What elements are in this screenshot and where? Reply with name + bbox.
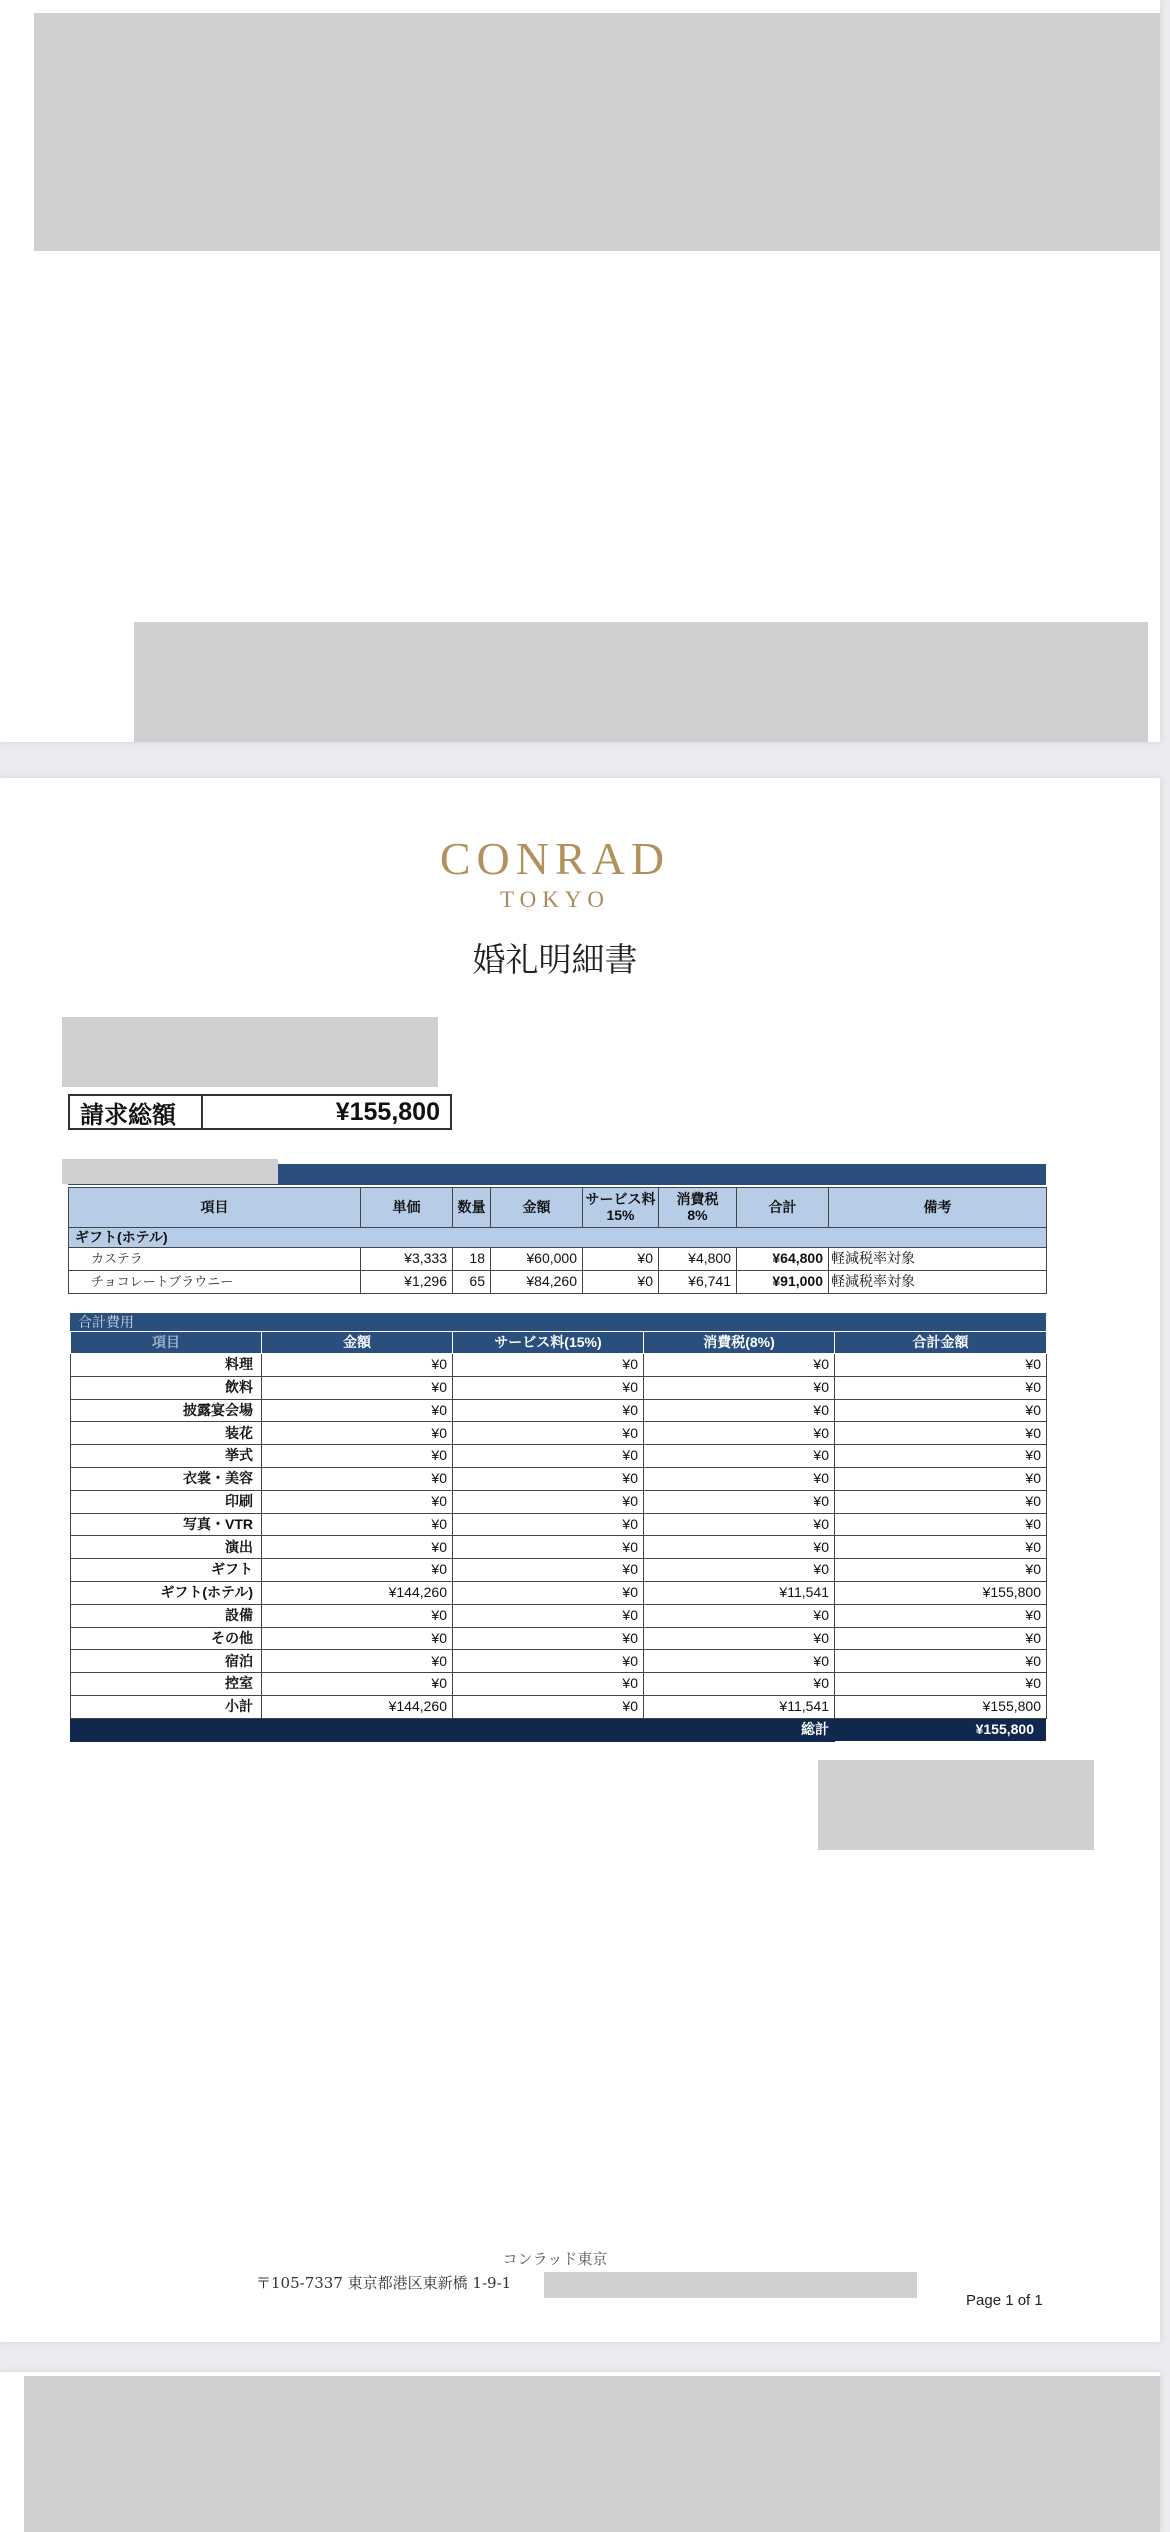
summary-row-total: ¥0 <box>835 1422 1047 1445</box>
summary-row-amount: ¥0 <box>262 1604 453 1627</box>
col-header-qty: 数量 <box>453 1188 491 1228</box>
item-note: 軽減税率対象 <box>829 1271 1047 1294</box>
summary-row-total: ¥0 <box>835 1673 1047 1696</box>
table-row <box>71 1581 1047 1604</box>
footer-company: コンラッド東京 <box>502 2250 608 2268</box>
table-row <box>71 1650 1047 1673</box>
summary-row-amount: ¥0 <box>262 1536 453 1559</box>
summary-row-total: ¥0 <box>835 1445 1047 1468</box>
summary-row-amount: ¥0 <box>262 1467 453 1490</box>
summary-row-service: ¥0 <box>453 1695 644 1718</box>
summary-row-tax: ¥0 <box>644 1445 835 1468</box>
summary-row-total: ¥0 <box>835 1467 1047 1490</box>
summary-row-amount: ¥0 <box>262 1650 453 1673</box>
summary-row-tax: ¥0 <box>644 1376 835 1399</box>
summary-col-amount: 金額 <box>262 1332 453 1354</box>
summary-body <box>71 1354 1047 1719</box>
table-row <box>71 1399 1047 1422</box>
summary-row-label: 披露宴会場 <box>71 1399 262 1422</box>
summary-row-total: ¥0 <box>835 1536 1047 1559</box>
table-row <box>71 1536 1047 1559</box>
summary-row-total: ¥0 <box>835 1490 1047 1513</box>
col-header-service-text: サービス料 15% <box>585 1191 656 1223</box>
summary-row-tax: ¥0 <box>644 1399 835 1422</box>
category-label: ギフト(ホテル) <box>69 1228 1047 1248</box>
summary-row-label: 衣裳・美容 <box>71 1467 262 1490</box>
item-qty: 18 <box>453 1248 491 1271</box>
item-name: チョコレートブラウニー <box>69 1271 361 1294</box>
table-row <box>71 1445 1047 1468</box>
summary-row-amount: ¥144,260 <box>262 1581 453 1604</box>
summary-row-total: ¥155,800 <box>835 1695 1047 1718</box>
summary-row-tax: ¥11,541 <box>644 1581 835 1604</box>
invoice-total-value: ¥155,800 <box>335 1097 440 1126</box>
summary-row-tax: ¥0 <box>644 1673 835 1696</box>
summary-row-label: ギフト(ホテル) <box>71 1581 262 1604</box>
summary-row-amount: ¥0 <box>262 1354 453 1377</box>
summary-row-amount: ¥0 <box>262 1376 453 1399</box>
table-row <box>69 1248 1047 1271</box>
item-service: ¥0 <box>583 1271 659 1294</box>
summary-row-label: 料理 <box>71 1354 262 1377</box>
summary-row-service: ¥0 <box>453 1376 644 1399</box>
col-header-amount: 金額 <box>491 1188 583 1228</box>
summary-row-label: 装花 <box>71 1422 262 1445</box>
item-amount: ¥60,000 <box>491 1248 583 1271</box>
redacted-block <box>544 2272 917 2298</box>
summary-col-service: サービス料(15%) <box>453 1332 644 1354</box>
summary-row-amount: ¥0 <box>262 1513 453 1536</box>
summary-row-service: ¥0 <box>453 1399 644 1422</box>
summary-row-label: 演出 <box>71 1536 262 1559</box>
summary-row-total: ¥0 <box>835 1559 1047 1582</box>
summary-row-tax: ¥0 <box>644 1536 835 1559</box>
summary-row-service: ¥0 <box>453 1490 644 1513</box>
summary-row-tax: ¥0 <box>644 1513 835 1536</box>
document-page-2 <box>0 778 1160 2342</box>
table-row <box>71 1422 1047 1445</box>
item-note: 軽減税率対象 <box>829 1248 1047 1271</box>
summary-row-tax: ¥0 <box>644 1422 835 1445</box>
summary-row-service: ¥0 <box>453 1650 644 1673</box>
grand-total-value: ¥155,800 <box>835 1718 1047 1741</box>
summary-row-tax: ¥0 <box>644 1490 835 1513</box>
summary-row-service: ¥0 <box>453 1445 644 1468</box>
summary-row-total: ¥0 <box>835 1650 1047 1673</box>
invoice-total-box <box>68 1094 452 1130</box>
item-qty: 65 <box>453 1271 491 1294</box>
summary-row-label: その他 <box>71 1627 262 1650</box>
item-total: ¥91,000 <box>737 1271 829 1294</box>
item-name: カステラ <box>69 1248 361 1271</box>
table-row <box>71 1490 1047 1513</box>
summary-row-service: ¥0 <box>453 1627 644 1650</box>
summary-row-total: ¥0 <box>835 1354 1047 1377</box>
summary-row-label: 写真・VTR <box>71 1513 262 1536</box>
summary-row-tax: ¥0 <box>644 1650 835 1673</box>
table-row <box>71 1604 1047 1627</box>
summary-row-service: ¥0 <box>453 1559 644 1582</box>
summary-row-total: ¥155,800 <box>835 1581 1047 1604</box>
summary-row-service: ¥0 <box>453 1467 644 1490</box>
table-row <box>71 1673 1047 1696</box>
redacted-block <box>34 13 1160 251</box>
item-service: ¥0 <box>583 1248 659 1271</box>
summary-row-label: 印刷 <box>71 1490 262 1513</box>
summary-col-tax: 消費税(8%) <box>644 1332 835 1354</box>
conrad-logo <box>430 834 680 914</box>
summary-row-amount: ¥144,260 <box>262 1695 453 1718</box>
item-total: ¥64,800 <box>737 1248 829 1271</box>
summary-row-tax: ¥11,541 <box>644 1695 835 1718</box>
items-table <box>68 1187 1047 1294</box>
table-row <box>71 1695 1047 1718</box>
summary-row-total: ¥0 <box>835 1604 1047 1627</box>
col-header-unit-price: 単価 <box>361 1188 453 1228</box>
grand-total-label: 総計 <box>71 1718 835 1741</box>
summary-row-label: 飲料 <box>71 1376 262 1399</box>
table-row <box>71 1467 1047 1490</box>
grand-total-row <box>71 1718 1047 1741</box>
summary-row-tax: ¥0 <box>644 1627 835 1650</box>
summary-row-service: ¥0 <box>453 1673 644 1696</box>
summary-header-row <box>71 1332 1047 1354</box>
summary-row-service: ¥0 <box>453 1604 644 1627</box>
summary-row-service: ¥0 <box>453 1581 644 1604</box>
summary-row-tax: ¥0 <box>644 1559 835 1582</box>
summary-row-label: 小計 <box>71 1695 262 1718</box>
item-amount: ¥84,260 <box>491 1271 583 1294</box>
summary-row-total: ¥0 <box>835 1376 1047 1399</box>
summary-row-amount: ¥0 <box>262 1627 453 1650</box>
summary-row-tax: ¥0 <box>644 1354 835 1377</box>
table-row <box>71 1627 1047 1650</box>
document-title: 婚礼明細書 <box>472 940 638 979</box>
col-header-tax <box>659 1188 737 1228</box>
summary-row-amount: ¥0 <box>262 1422 453 1445</box>
summary-row-label: 設備 <box>71 1604 262 1627</box>
table-row <box>71 1513 1047 1536</box>
summary-row-total: ¥0 <box>835 1513 1047 1536</box>
col-header-note: 備考 <box>829 1188 1047 1228</box>
summary-row-total: ¥0 <box>835 1627 1047 1650</box>
summary-row-label: 挙式 <box>71 1445 262 1468</box>
footer-address: 〒105-7337 東京都港区東新橋 1-9-1 <box>256 2274 512 2292</box>
invoice-total-label: 請求総額 <box>70 1096 203 1128</box>
col-header-service <box>583 1188 659 1228</box>
col-header-item: 項目 <box>69 1188 361 1228</box>
redacted-block <box>134 622 1148 742</box>
redacted-block <box>818 1760 1094 1850</box>
summary-row-amount: ¥0 <box>262 1559 453 1582</box>
table-row <box>71 1559 1047 1582</box>
summary-col-item: 項目 <box>71 1332 262 1354</box>
summary-row-service: ¥0 <box>453 1422 644 1445</box>
col-header-total: 合計 <box>737 1188 829 1228</box>
summary-row-label: 控室 <box>71 1673 262 1696</box>
summary-row-tax: ¥0 <box>644 1467 835 1490</box>
logo-wordmark: CONRAD <box>439 833 671 884</box>
table-row <box>71 1376 1047 1399</box>
summary-row-service: ¥0 <box>453 1354 644 1377</box>
summary-row-service: ¥0 <box>453 1536 644 1559</box>
summary-row-amount: ¥0 <box>262 1399 453 1422</box>
table-row <box>69 1271 1047 1294</box>
document-page-3 <box>0 2372 1160 2532</box>
redacted-block <box>24 2376 1160 2532</box>
summary-row-total: ¥0 <box>835 1399 1047 1422</box>
summary-row-service: ¥0 <box>453 1513 644 1536</box>
col-header-tax-text: 消費税 8% <box>676 1191 719 1223</box>
summary-row-label: ギフト <box>71 1559 262 1582</box>
summary-row-tax: ¥0 <box>644 1604 835 1627</box>
item-tax: ¥6,741 <box>659 1271 737 1294</box>
document-page-1 <box>0 0 1160 742</box>
summary-row-amount: ¥0 <box>262 1445 453 1468</box>
redacted-block <box>62 1159 278 1184</box>
item-tax: ¥4,800 <box>659 1248 737 1271</box>
items-header-row <box>69 1188 1047 1228</box>
summary-col-total: 合計金額 <box>835 1332 1047 1354</box>
item-unit-price: ¥3,333 <box>361 1248 453 1271</box>
category-row <box>69 1228 1047 1248</box>
summary-row-amount: ¥0 <box>262 1673 453 1696</box>
table-row <box>71 1354 1047 1377</box>
logo-city: TOKYO <box>499 887 611 912</box>
summary-row-amount: ¥0 <box>262 1490 453 1513</box>
item-unit-price: ¥1,296 <box>361 1271 453 1294</box>
redacted-block <box>62 1017 438 1087</box>
page-number: Page 1 of 1 <box>966 2292 1043 2309</box>
summary-table <box>70 1331 1047 1742</box>
summary-row-label: 宿泊 <box>71 1650 262 1673</box>
summary-section-title: 合計費用 <box>70 1313 1046 1331</box>
